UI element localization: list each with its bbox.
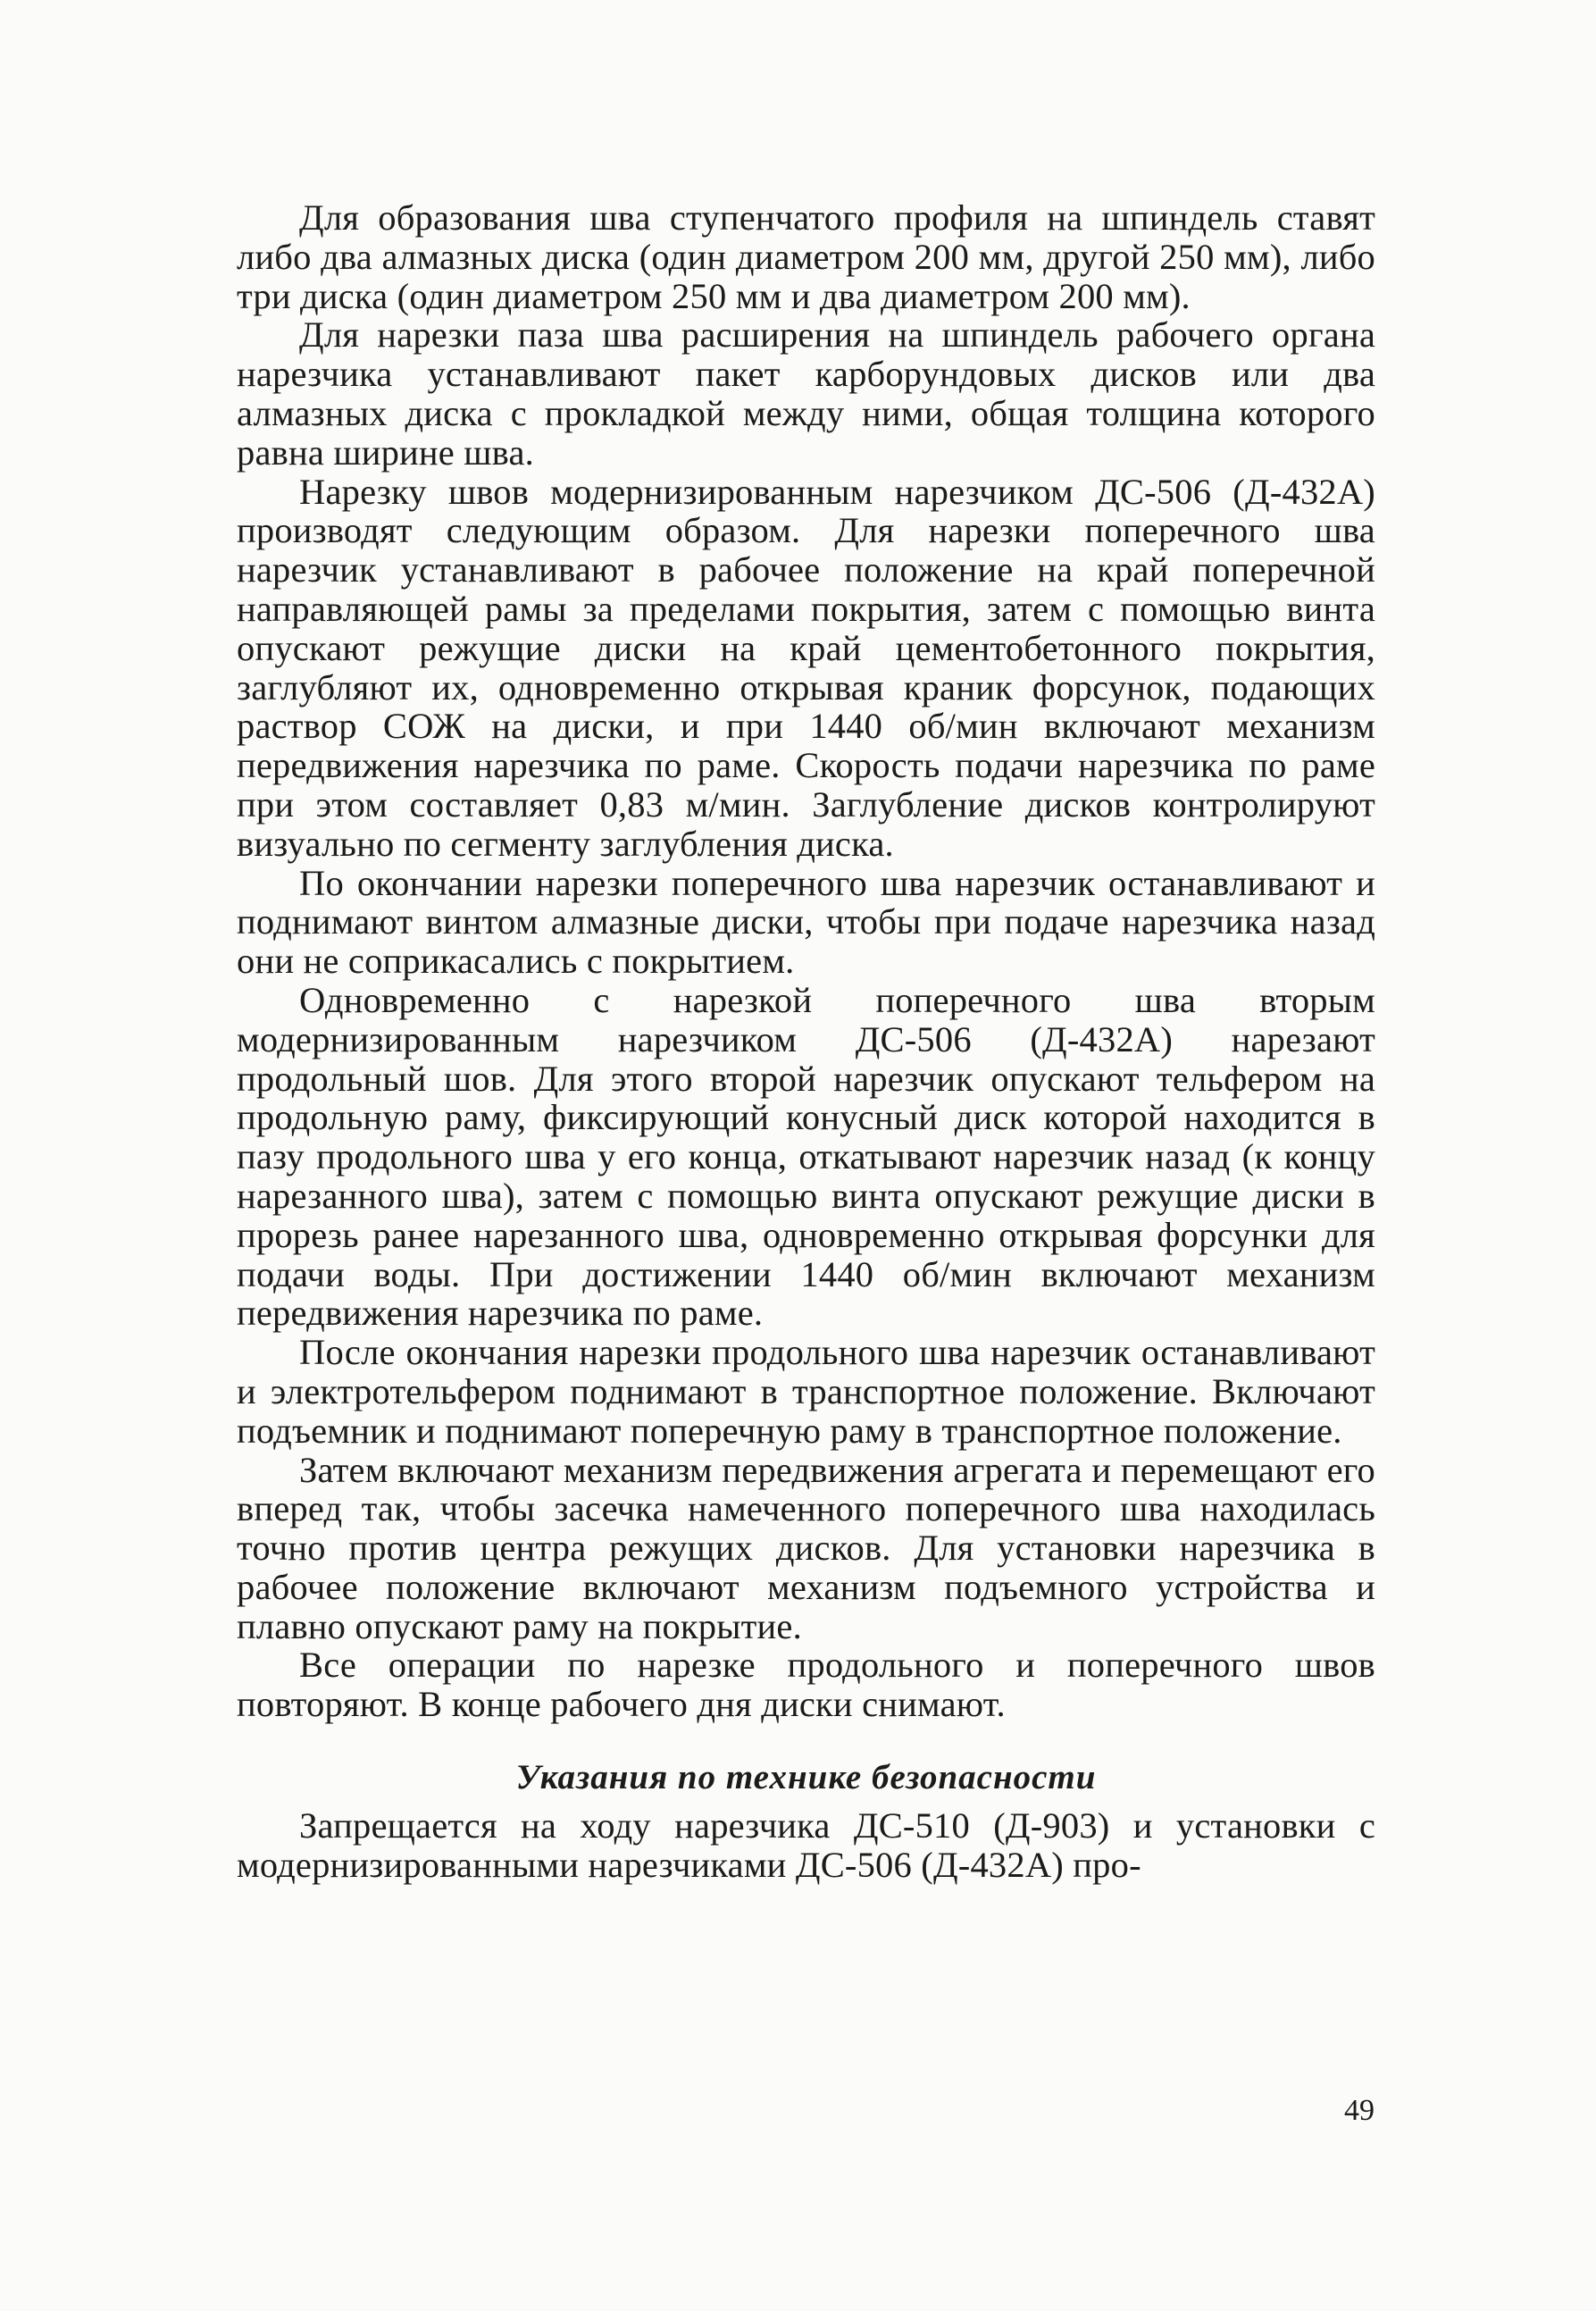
paragraph-move-forward: Затем включают механизм передвижения агрегата и перемещают его вперед так, чтобы засечка намеченного поперечного шва находилась точно против центра режущих дисков. Для установки нарезчика в рабочее положение включают механизм подъемного устройства и плавно опускают раму на покрытие. [237, 1449, 1375, 1646]
paragraph-repeat-operations: Все операции по нарезке продольного и поперечного швов повторяют. В конце рабочего дня диски снимают. [237, 1645, 1375, 1725]
page-body [237, 198, 1375, 1885]
page-number: 49 [1344, 2094, 1375, 2127]
paragraph-transport-position: После окончания нарезки продольного шва нарезчик останавливают и электротельфером поднимают в транспортное положение. Включают подъемник и поднимают поперечную раму в транспортное положение. [237, 1332, 1375, 1451]
paragraph-stepped-seam: Для образования шва ступенчатого профиля на шпиндель ставят либо два алмазных диска (один диаметром 200 мм, другой 250 мм), либо три диска (один диаметром 250 мм и два диаметром 200 мм). [237, 197, 1375, 316]
paragraph-expansion-groove: Для нарезки паза шва расширения на шпиндель рабочего органа нарезчика устанавливают пакет карборундовых дисков или два алмазных диска с прокладкой между ними, общая толщина которого равна ширине шва. [237, 314, 1375, 473]
paragraph-stop-cutter: По окончании нарезки поперечного шва нарезчик останавливают и поднимают винтом алмазные диски, чтобы при подаче нарезчика назад они не соприкасались с покрытием. [237, 862, 1375, 982]
paragraph-transverse-cutting: Нарезку швов модернизированным нарезчиком ДС-506 (Д-432А) производят следующим образом. Для нарезки поперечного шва нарезчик устанавливают в рабочее положение на край поперечной направляющей рамы за пределами покрытия, затем с помощью винта опускают режущие диски на край цементобетонного покрытия, заглубляют их, одновременно открывая краник форсунок, подающих раствор СОЖ на диски, и при 1440 об/мин включают механизм передвижения нарезчика по раме. Скорость подачи нарезчика по раме при этом составляет 0,83 м/мин. Заглубление дисков контролируют визуально по сегменту заглубления диска. [237, 471, 1375, 864]
paragraph-longitudinal-cutting: Одновременно с нарезкой поперечного шва вторым модернизированным нарезчиком ДС-506 (Д-432А) нарезают продольный шов. Для этого второй нарезчик опускают тельфером на продольную раму, фиксирующий конусный диск которой находится в пазу продольного шва у его конца, откатывают нарезчик назад (к концу нарезанного шва), затем с помощью винта опускают режущие диски в прорезь ранее нарезанного шва, одновременно открывая форсунки для подачи воды. При достижении 1440 об/мин включают механизм передвижения нарезчика по раме. [237, 979, 1375, 1334]
section-heading-safety: Указания по технике безопасности [515, 1758, 1097, 1797]
paragraph-safety-intro: Запрещается на ходу нарезчика ДС-510 (Д-903) и установки с модернизированными нарезчиками ДС-506 (Д-432А) про- [237, 1805, 1375, 1885]
